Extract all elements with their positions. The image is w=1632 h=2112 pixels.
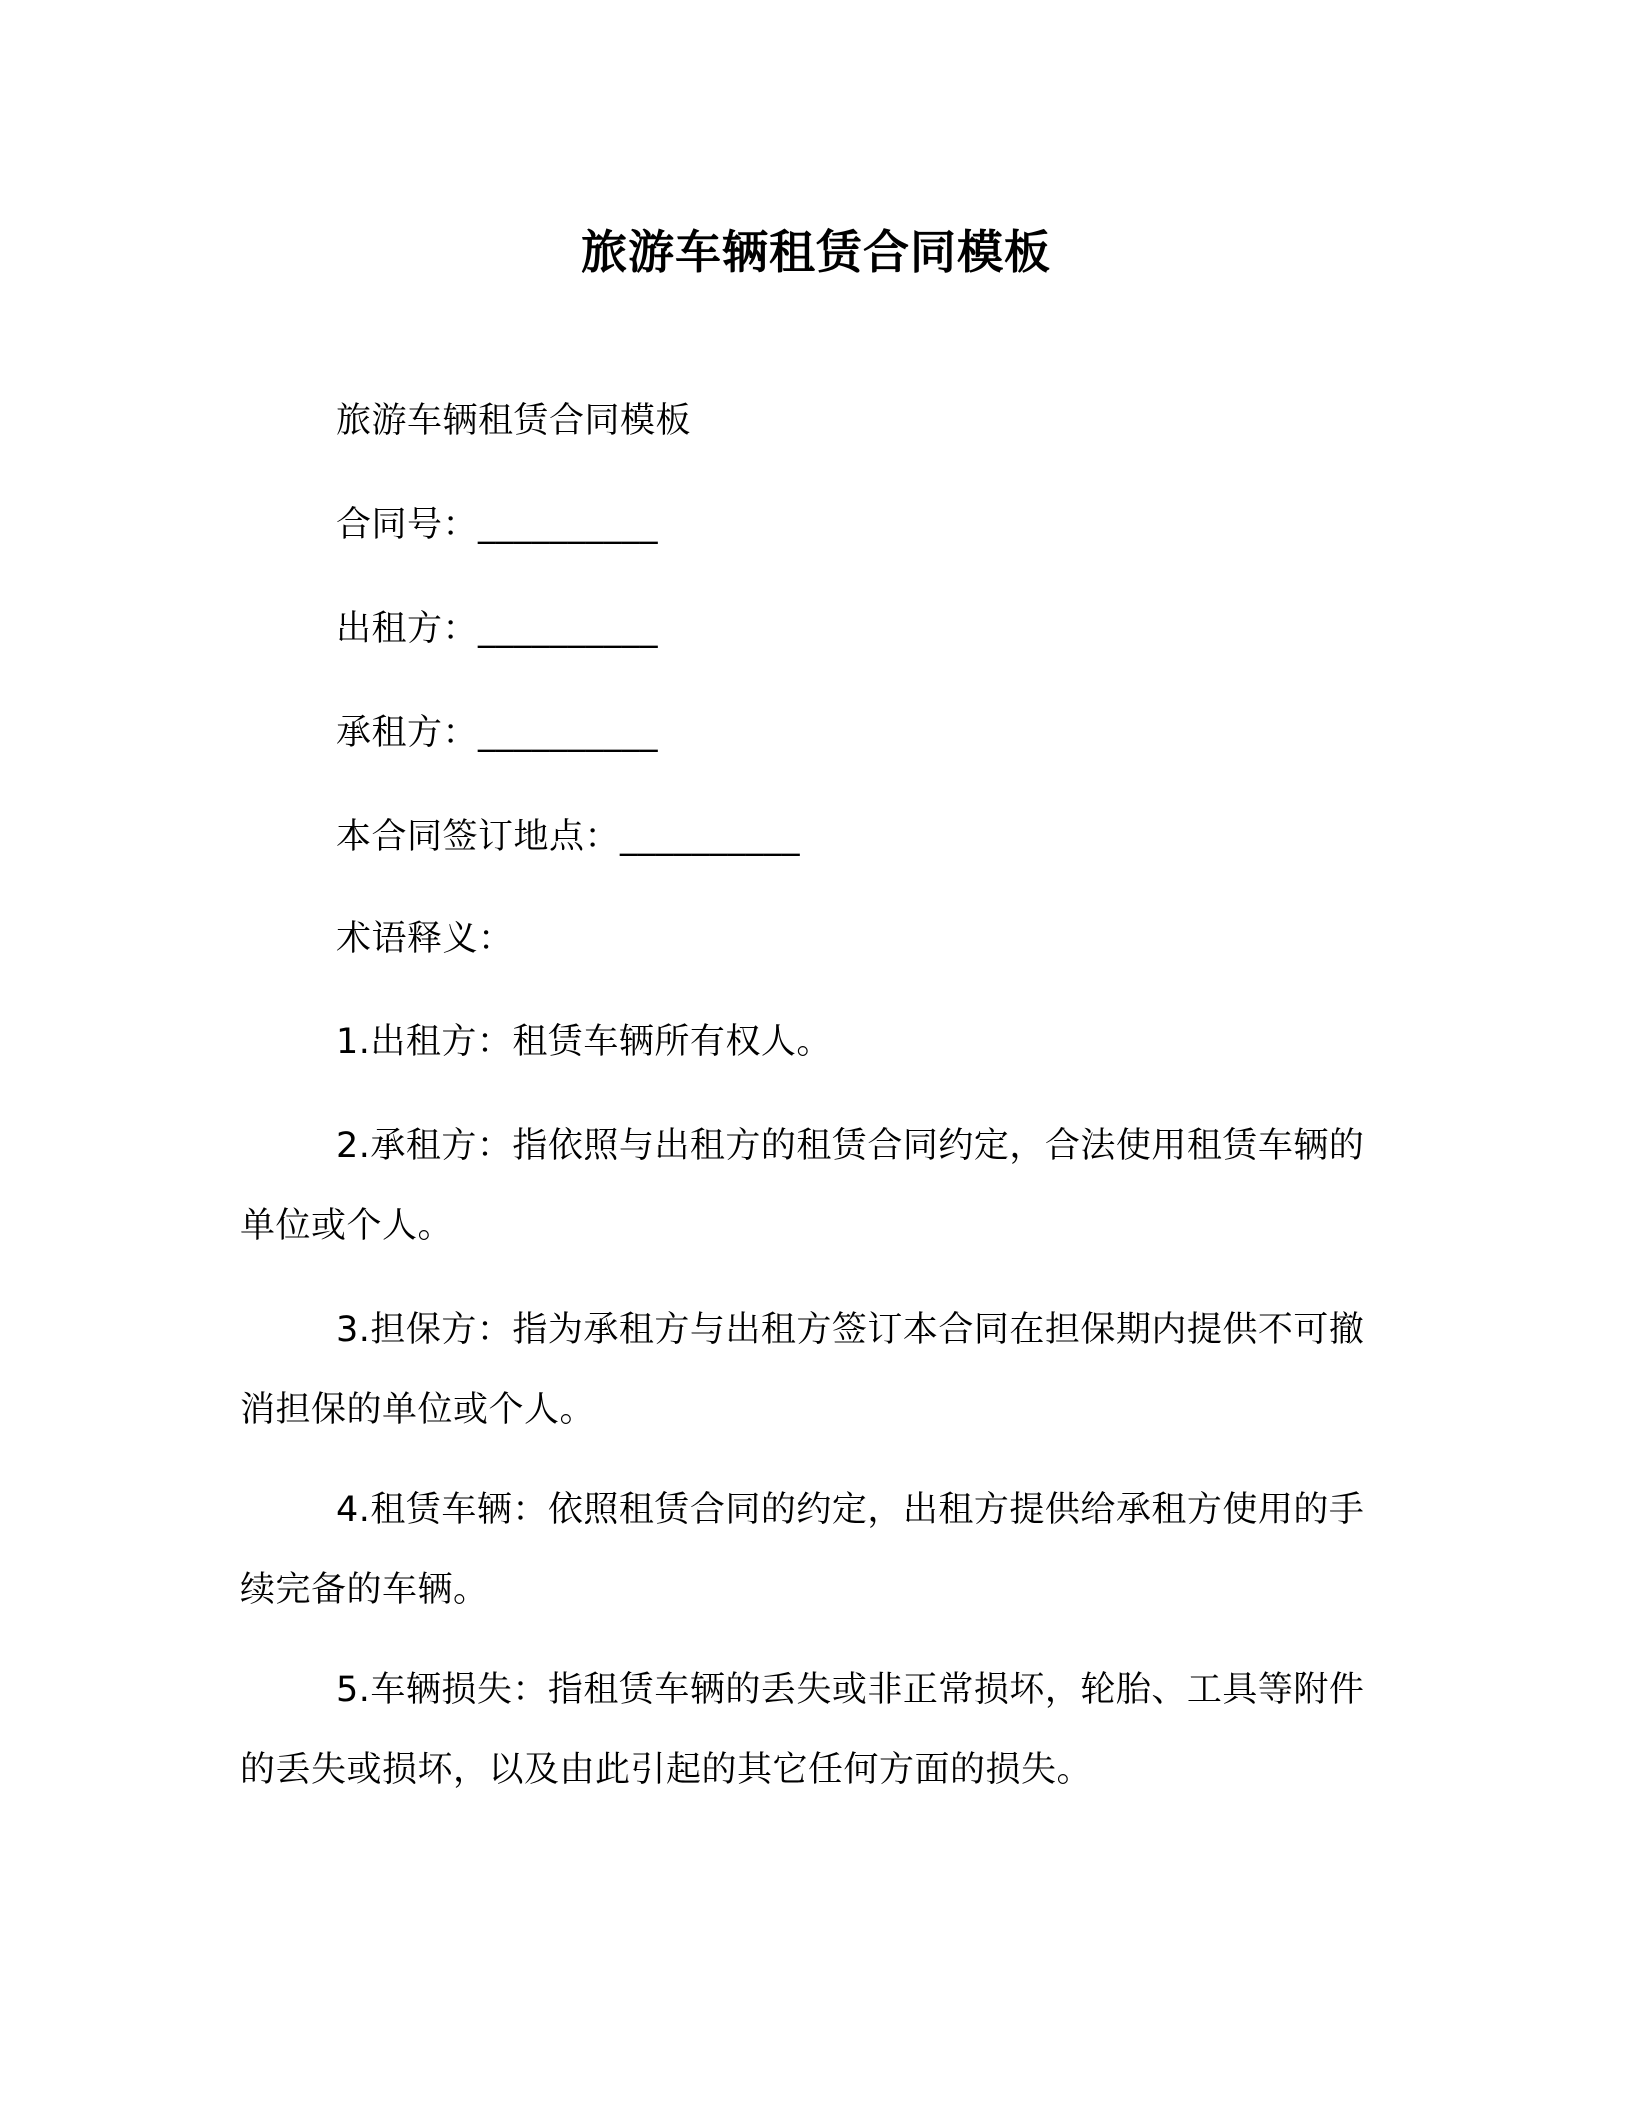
term-item-5: 5.车辆损失：指租赁车辆的丢失或非正常损坏，轮胎、工具等附件的丢失或损坏，以及由此引起的其它任何方面的损失。 — [240, 1670, 1365, 1790]
signing-place-field: 本合同签订地点：__________ — [336, 817, 801, 857]
lessee-field: 承租方：__________ — [336, 713, 659, 753]
term-item-2: 2.承租方：指依照与出租方的租赁合同约定，合法使用租赁车辆的单位或个人。 — [240, 1126, 1365, 1246]
term-item-3: 3.担保方：指为承租方与出租方签订本合同在担保期内提供不可撤消担保的单位或个人。 — [240, 1310, 1365, 1430]
term-item-1: 1.出租方：租赁车辆所有权人。 — [336, 1022, 832, 1062]
document-title: 旅游车辆租赁合同模板 — [581, 225, 1051, 279]
document-subtitle: 旅游车辆租赁合同模板 — [336, 401, 692, 441]
term-item-4: 4.租赁车辆：依照租赁合同的约定，出租方提供给承租方使用的手续完备的车辆。 — [240, 1490, 1365, 1610]
terms-heading: 术语释义： — [336, 919, 514, 959]
contract-number-field: 合同号：__________ — [336, 505, 659, 545]
lessor-field: 出租方：__________ — [336, 609, 659, 649]
